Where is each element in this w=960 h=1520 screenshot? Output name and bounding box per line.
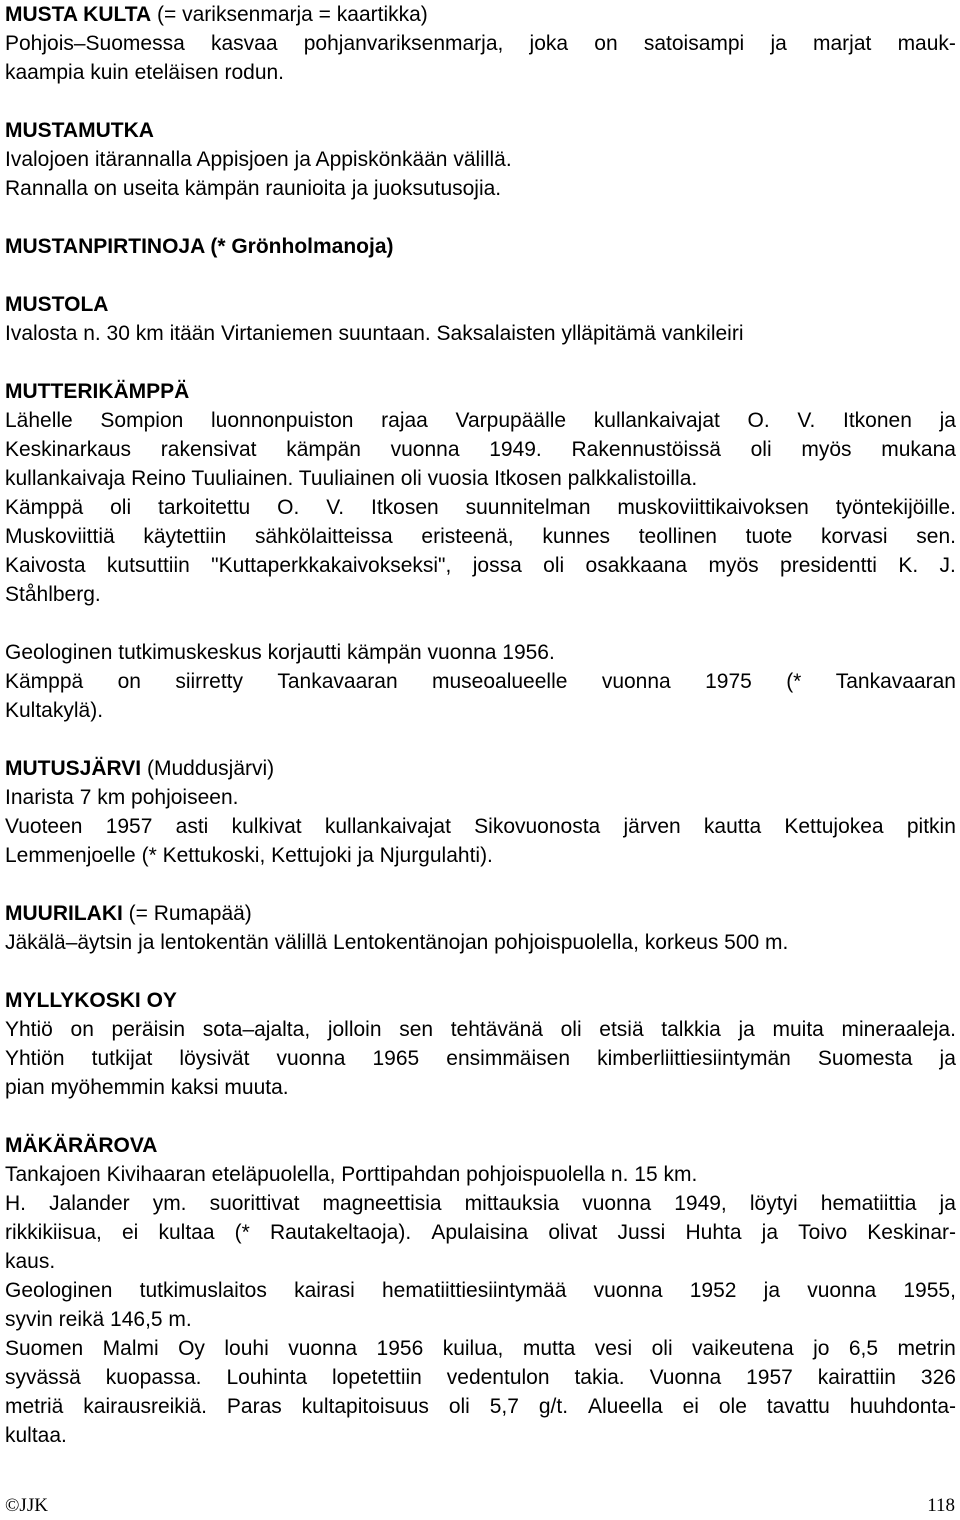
- body-line: H. Jalander ym. suorittivat magneettisia mittauksia vuonna 1949, löytyi hematiittia ja: [5, 1192, 956, 1215]
- body-line: Vuoteen 1957 asti kulkivat kullankaivajat Sikovuonosta järven kautta Kettujokea pitkin: [5, 815, 956, 838]
- body-line: Pohjois–Suomessa kasvaa pohjanvariksenmarja, joka on satoisampi ja marjat mauk-: [5, 32, 956, 55]
- body-line: Ståhlberg.: [5, 583, 101, 606]
- body-line: Ivalojoen itärannalla Appisjoen ja Appiskönkään välillä.: [5, 148, 512, 171]
- entry-makararova: [5, 1131, 956, 1450]
- entry-myllykoski-oy: [5, 986, 956, 1102]
- body-line: Geologinen tutkimuslaitos kairasi hematiittiesiintymää vuonna 1952 ja vuonna 1955,: [5, 1279, 956, 1302]
- entry-title: MUTTERIKÄMPPÄ: [5, 380, 190, 403]
- body-line: Ivalosta n. 30 km itään Virtaniemen suuntaan. Saksalaisten ylläpitämä vankileiri: [5, 322, 744, 345]
- entry-mutusjarvi: [5, 754, 956, 870]
- body-line: kultaa.: [5, 1424, 67, 1447]
- entry-title: MUURILAKI: [5, 902, 123, 925]
- entry-title: MYLLYKOSKI OY: [5, 989, 177, 1012]
- entry-title-suffix: (Muddusjärvi): [141, 757, 275, 780]
- page-footer: [5, 1492, 955, 1520]
- page-number: 118: [927, 1495, 955, 1516]
- entry-title: MUTUSJÄRVI: [5, 757, 142, 780]
- entry-title: MÄKÄRÄROVA: [5, 1134, 158, 1157]
- entry-mustola: [5, 290, 956, 348]
- entry-mutterikamppa: [5, 377, 956, 725]
- body-line: Keskinarkaus rakensivat kämpän vuonna 1949. Rakennustöissä oli myös mukana: [5, 438, 956, 461]
- body-line: Kultakylä).: [5, 699, 104, 722]
- body-line: Lähelle Sompion luonnonpuiston rajaa Varpupäälle kullankaivajat O. V. Itkonen ja: [5, 409, 956, 432]
- body-line: kullankaivaja Reino Tuuliainen. Tuuliainen oli vuosia Itkosen palkkalistoilla.: [5, 467, 698, 490]
- copyright-text: ©JJK: [5, 1495, 48, 1516]
- entry-mustamutka: [5, 116, 956, 203]
- body-line: Kaivosta kutsuttiin "Kuttaperkkakaivokseksi", jossa oli osakkaana myös presidentti K. J.: [5, 554, 956, 577]
- body-line: Suomen Malmi Oy louhi vuonna 1956 kuilua, mutta vesi oli vaikeutena jo 6,5 metrin: [5, 1337, 956, 1360]
- entry-title: MUSTAMUTKA: [5, 119, 154, 142]
- body-line: kaampia kuin eteläisen rodun.: [5, 61, 285, 84]
- body-line: Jäkälä–äytsin ja lentokentän välillä Lentokentänojan pohjoispuolella, korkeus 500 m.: [5, 931, 789, 954]
- body-line: Kämppä oli tarkoitettu O. V. Itkosen suunnitelman muskoviittikaivoksen työntekijöille.: [5, 496, 956, 519]
- body-line: kaus.: [5, 1250, 56, 1273]
- entry-heading: [5, 0, 956, 29]
- entry-heading: [5, 899, 956, 928]
- body-line: metriä kairausreikiä. Paras kultapitoisuus oli 5,7 g/t. Alueella ei ole tavattu huuhdonta-: [5, 1395, 956, 1418]
- entry-heading: [5, 754, 956, 783]
- body-line: syvässä kuopassa. Louhinta lopetettiin vedentulon takia. Vuonna 1957 kairattiin 326: [5, 1366, 956, 1389]
- body-line: Yhtiö on peräisin sota–ajalta, jolloin sen tehtävänä oli etsiä talkkia ja muita mineraaleja.: [5, 1018, 956, 1041]
- entry-musta-kulta: [5, 0, 956, 87]
- body-line: Tankajoen Kivihaaran eteläpuolella, Porttipahdan pohjoispuolella n. 15 km.: [5, 1163, 698, 1186]
- document-page: [5, 0, 956, 1450]
- entry-title-suffix: (= Rumapää): [122, 902, 252, 925]
- body-line: syvin reikä 146,5 m.: [5, 1308, 192, 1331]
- entry-title: MUSTOLA: [5, 293, 109, 316]
- entry-title: MUSTA KULTA: [5, 3, 152, 26]
- entry-muurilaki: [5, 899, 956, 957]
- body-line: Kämppä on siirretty Tankavaaran museoalueelle vuonna 1975 (* Tankavaaran: [5, 670, 956, 693]
- body-line: Lemmenjoelle (* Kettukoski, Kettujoki ja Njurgulahti).: [5, 844, 493, 867]
- body-line: Rannalla on useita kämpän raunioita ja juoksutusojia.: [5, 177, 502, 200]
- entry-title-suffix: (= variksenmarja = kaartikka): [151, 3, 428, 26]
- entry-mustanpirtinoja: [5, 232, 956, 261]
- entry-title: MUSTANPIRTINOJA (* Grönholmanoja): [5, 235, 394, 258]
- body-line: Muskoviittiä käytettiin sähkölaitteissa eristeenä, kunnes teollinen tuote korvasi sen.: [5, 525, 956, 548]
- body-line: Yhtiön tutkijat löysivät vuonna 1965 ensimmäisen kimberliittiesiintymän Suomesta ja: [5, 1047, 956, 1070]
- body-line: rikkikiisua, ei kultaa (* Rautakeltaoja). Apulaisina olivat Jussi Huhta ja Toivo Keskinar-: [5, 1221, 956, 1244]
- body-line: Inarista 7 km pohjoiseen.: [5, 786, 239, 809]
- body-line: Geologinen tutkimuskeskus korjautti kämpän vuonna 1956.: [5, 641, 555, 664]
- body-line: pian myöhemmin kaksi muuta.: [5, 1076, 289, 1099]
